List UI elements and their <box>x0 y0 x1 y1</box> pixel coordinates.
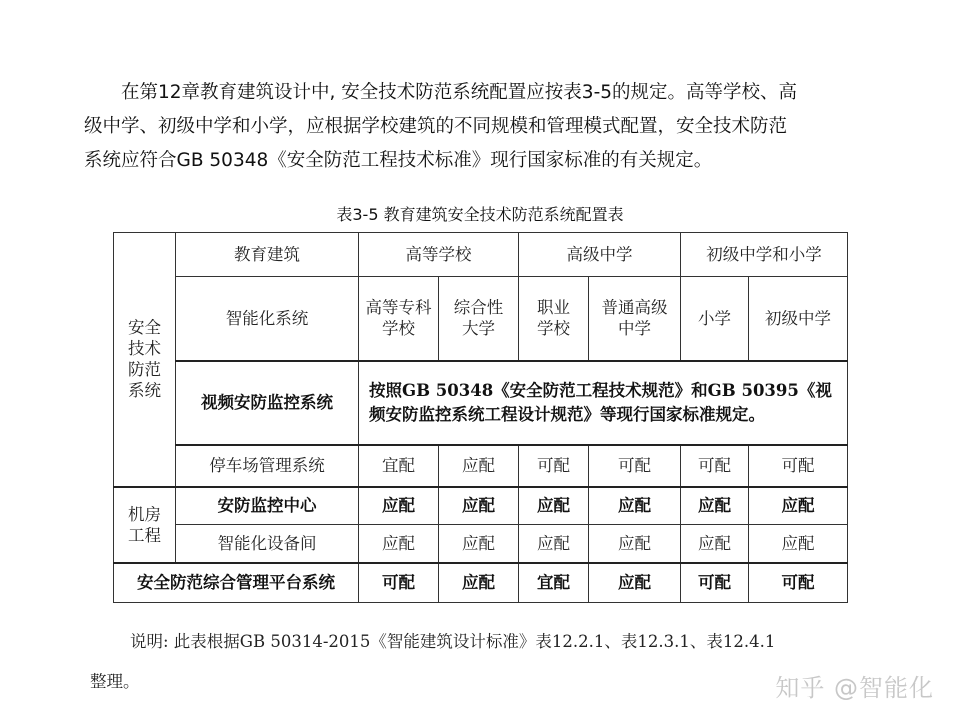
note-line-1: 说明: 此表根据GB 50314-2015《智能建筑设计标准》表12.2.1、表12.3.1、表12.4.1 <box>130 632 776 651</box>
monitor-center-value: 应配 <box>359 487 439 525</box>
sub-vocational-college: 高等专科学校 <box>359 277 439 361</box>
equipment-room-value: 应配 <box>519 525 589 563</box>
sub-primary: 小学 <box>681 277 749 361</box>
parking-value: 可配 <box>589 445 681 487</box>
intro-line-1: 在第12章教育建筑设计中, 安全技术防范系统配置应按表3-5的规定。高等学校、高 <box>121 82 798 103</box>
equipment-room-value: 应配 <box>589 525 681 563</box>
platform-value: 应配 <box>589 563 681 603</box>
monitor-center-value: 应配 <box>519 487 589 525</box>
equipment-room-label: 智能化设备间 <box>176 525 359 563</box>
parking-value: 可配 <box>519 445 589 487</box>
platform-value: 可配 <box>359 563 439 603</box>
header-junior-primary: 初级中学和小学 <box>681 233 848 277</box>
header-system: 智能化系统 <box>176 277 359 361</box>
monitor-center-value: 应配 <box>589 487 681 525</box>
monitor-center-value: 应配 <box>749 487 848 525</box>
intro-line-3: 系统应符合GB 50348《安全防范工程技术标准》现行国家标准的有关规定。 <box>84 150 713 171</box>
equipment-room-value: 应配 <box>439 525 519 563</box>
watermark-text: 知乎 @智能化 <box>775 674 934 702</box>
parking-value: 宜配 <box>359 445 439 487</box>
header-building: 教育建筑 <box>176 233 359 277</box>
monitor-center-value: 应配 <box>439 487 519 525</box>
platform-value: 应配 <box>439 563 519 603</box>
parking-value: 可配 <box>681 445 749 487</box>
equipment-room-value: 应配 <box>749 525 848 563</box>
parking-value: 应配 <box>439 445 519 487</box>
platform-value: 可配 <box>681 563 749 603</box>
group-security-cell <box>114 233 176 487</box>
table-caption: 表3-5 教育建筑安全技术防范系统配置表 <box>336 205 624 224</box>
parking-label: 停车场管理系统 <box>176 445 359 487</box>
video-text: 按照GB 50348《安全防范工程技术规范》和GB 50395《视频安防监控系统工程设计规范》等现行国家标准规定。 <box>359 361 848 445</box>
config-table <box>113 232 848 603</box>
platform-label: 安全防范综合管理平台系统 <box>114 563 359 603</box>
video-label: 视频安防监控系统 <box>176 361 359 445</box>
sub-regular-high: 普通高级中学 <box>589 277 681 361</box>
monitor-center-label: 安防监控中心 <box>176 487 359 525</box>
platform-value: 可配 <box>749 563 848 603</box>
equipment-room-value: 应配 <box>681 525 749 563</box>
platform-value: 宜配 <box>519 563 589 603</box>
equipment-room-value: 应配 <box>359 525 439 563</box>
header-higher-ed: 高等学校 <box>359 233 519 277</box>
group-security-label: 安全技术防范系统 <box>127 318 161 401</box>
group-machine-cell <box>114 487 176 563</box>
note-line-2: 整理。 <box>90 672 140 691</box>
header-senior-high: 高级中学 <box>519 233 681 277</box>
sub-vocational-school: 职业学校 <box>519 277 589 361</box>
intro-line-2: 级中学、初级中学和小学，应根据学校建筑的不同规模和管理模式配置，安全技术防范 <box>84 116 788 137</box>
sub-university: 综合性大学 <box>439 277 519 361</box>
group-machine-label: 机房工程 <box>127 504 161 545</box>
sub-junior: 初级中学 <box>749 277 848 361</box>
monitor-center-value: 应配 <box>681 487 749 525</box>
parking-value: 可配 <box>749 445 848 487</box>
intro-paragraph <box>84 76 884 178</box>
